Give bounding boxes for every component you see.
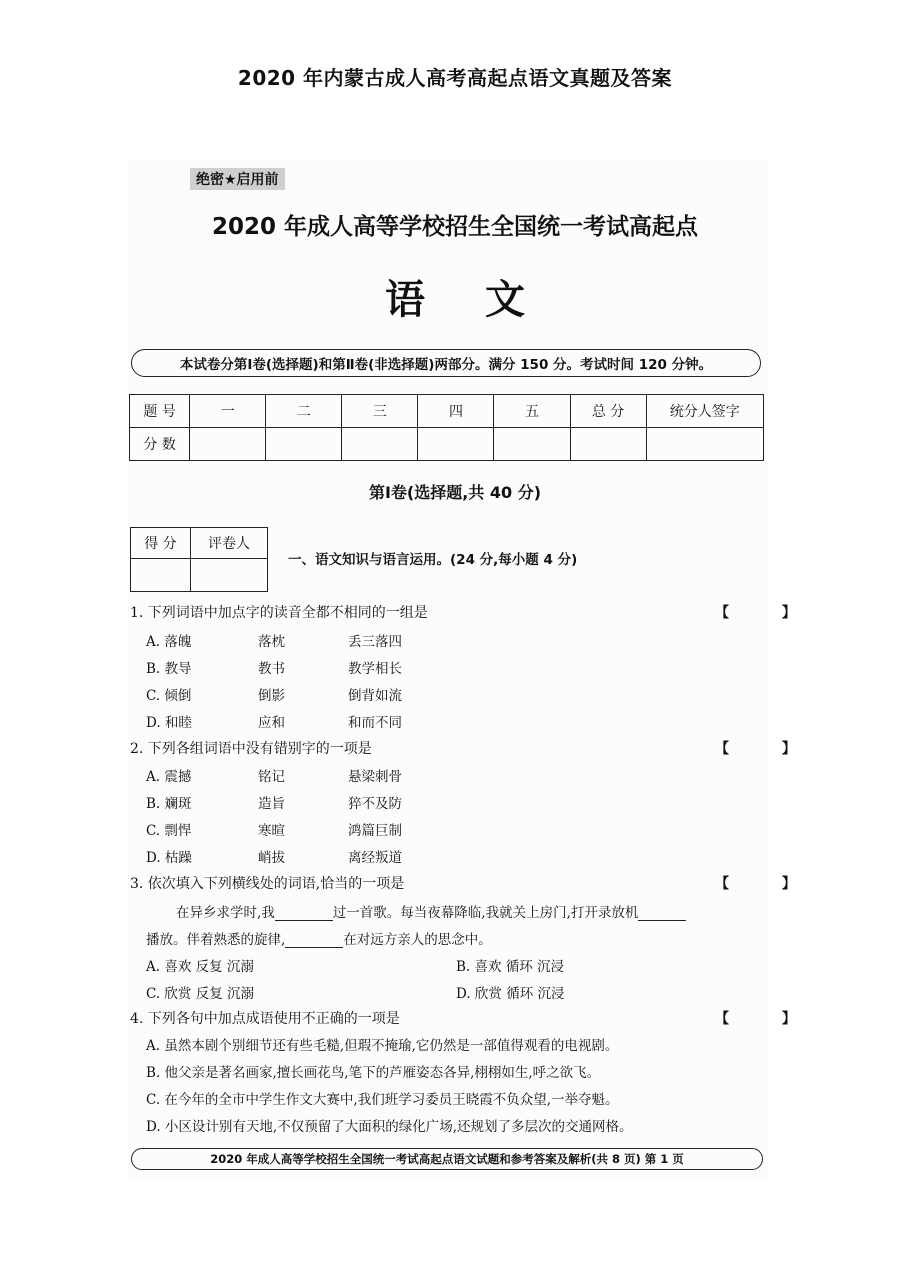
fill-paragraph-line [176, 901, 686, 921]
grader-table [130, 527, 268, 592]
option-line: D. 欣赏 循环 沉浸 [456, 986, 565, 1002]
option-word: 教学相长 [348, 661, 402, 677]
question-stem: 2. 下列各组词语中没有错别字的一项是 [130, 741, 372, 757]
option-word: A. 落魄 [146, 634, 192, 650]
option-word: C. 剽悍 [146, 823, 192, 839]
score-cell: 统分人签字 [646, 395, 763, 428]
option-word: 倒影 [258, 688, 285, 704]
question-stem: 4. 下列各句中加点成语使用不正确的一项是 [130, 1011, 400, 1027]
option-word: C. 倾倒 [146, 688, 192, 704]
answer-bracket[interactable]: 【 】 [715, 876, 820, 892]
option-word: 应和 [258, 715, 285, 731]
score-input-cell[interactable] [190, 428, 266, 461]
option-sentence: C. 在今年的全市中学生作文大赛中,我们班学习委员王晓霞不负众望,一举夺魁。 [146, 1092, 619, 1108]
grader-name-cell[interactable] [190, 559, 267, 592]
option-word: 悬梁刺骨 [348, 769, 402, 785]
paragraph-text: 在对远方亲人的思念中。 [343, 932, 492, 948]
grader-name-label: 评卷人 [190, 528, 267, 559]
score-cell: 三 [342, 395, 418, 428]
fill-blank[interactable] [285, 947, 343, 948]
option-word: 落枕 [258, 634, 285, 650]
confidential-label: 绝密★启用前 [190, 168, 285, 190]
part1-title: 第Ⅰ卷(选择题,共 40 分) [368, 483, 542, 502]
option-word: 离经叛道 [348, 850, 402, 866]
option-line: A. 喜欢 反复 沉溺 [146, 959, 254, 975]
score-table-header-row [130, 395, 764, 428]
score-row-label: 分 数 [130, 428, 190, 461]
score-cell: 总 分 [570, 395, 646, 428]
score-table-value-row [130, 428, 764, 461]
document-title: 2020 年内蒙古成人高考高起点语文真题及答案 [237, 66, 673, 90]
score-input-cell[interactable] [494, 428, 570, 461]
answer-bracket[interactable]: 【 】 [715, 605, 820, 621]
option-sentence: B. 他父亲是著名画家,擅长画花鸟,笔下的芦雁姿态各异,栩栩如生,呼之欲飞。 [146, 1065, 601, 1081]
fill-paragraph-line [146, 928, 492, 948]
exam-title: 2020 年成人高等学校招生全国统一考试高起点 [211, 214, 699, 240]
option-word: B. 斓斑 [146, 796, 192, 812]
answer-bracket[interactable]: 【 】 [715, 741, 820, 757]
fill-blank[interactable] [275, 920, 333, 921]
option-word: 教书 [258, 661, 285, 677]
fill-blank[interactable] [638, 920, 686, 921]
score-input-cell[interactable] [418, 428, 494, 461]
option-word: 鸿篇巨制 [348, 823, 402, 839]
answer-bracket[interactable]: 【 】 [715, 1011, 820, 1027]
score-cell: 题 号 [130, 395, 190, 428]
option-line: B. 喜欢 循环 沉浸 [456, 959, 565, 975]
option-word: D. 枯躁 [146, 850, 192, 866]
score-input-cell[interactable] [266, 428, 342, 461]
option-sentence: D. 小区设计别有天地,不仅预留了大面积的绿化广场,还规划了多层次的交通网格。 [146, 1119, 633, 1135]
score-input-cell[interactable] [646, 428, 763, 461]
option-word: 铭记 [258, 769, 285, 785]
option-word: B. 教导 [146, 661, 192, 677]
score-input-cell[interactable] [570, 428, 646, 461]
option-word: A. 震撼 [146, 769, 192, 785]
option-word: 和而不同 [348, 715, 402, 731]
option-word: 寒暄 [258, 823, 285, 839]
option-word: 丢三落四 [348, 634, 402, 650]
subject-title: 语文 [385, 276, 585, 323]
option-word: 造旨 [258, 796, 285, 812]
option-word: 猝不及防 [348, 796, 402, 812]
grader-score-label: 得 分 [131, 528, 191, 559]
question-stem: 3. 依次填入下列横线处的词语,恰当的一项是 [130, 876, 405, 892]
option-word: D. 和睦 [146, 715, 192, 731]
score-cell: 二 [266, 395, 342, 428]
option-line: C. 欣赏 反复 沉溺 [146, 986, 255, 1002]
paragraph-text: 播放。伴着熟悉的旋律, [146, 932, 286, 948]
option-word: 峭拔 [258, 850, 285, 866]
score-table [129, 394, 764, 461]
paragraph-text: 过一首歌。每当夜幕降临,我就关上房门,打开录放机 [332, 905, 639, 921]
score-input-cell[interactable] [342, 428, 418, 461]
score-cell: 五 [494, 395, 570, 428]
score-cell: 一 [190, 395, 266, 428]
grader-score-cell[interactable] [131, 559, 191, 592]
instructions-text: 本试卷分第Ⅰ卷(选择题)和第Ⅱ卷(非选择题)两部分。满分 150 分。考试时间 120 分钟。 [179, 357, 713, 373]
question-stem: 1. 下列词语中加点字的读音全都不相同的一组是 [130, 605, 428, 621]
paragraph-text: 在异乡求学时,我 [176, 905, 275, 921]
option-sentence: A. 虽然本剧个别细节还有些毛糙,但瑕不掩瑜,它仍然是一部值得观看的电视剧。 [146, 1038, 619, 1054]
instructions-box [131, 349, 761, 377]
footer-text: 2020 年成人高等学校招生全国统一考试高起点语文试题和参考答案及解析(共 8 页) 第 1 页 [210, 1152, 684, 1166]
page-footer [131, 1148, 763, 1170]
option-word: 倒背如流 [348, 688, 402, 704]
score-cell: 四 [418, 395, 494, 428]
section1-title: 一、语文知识与语言运用。(24 分,每小题 4 分) [288, 552, 578, 568]
